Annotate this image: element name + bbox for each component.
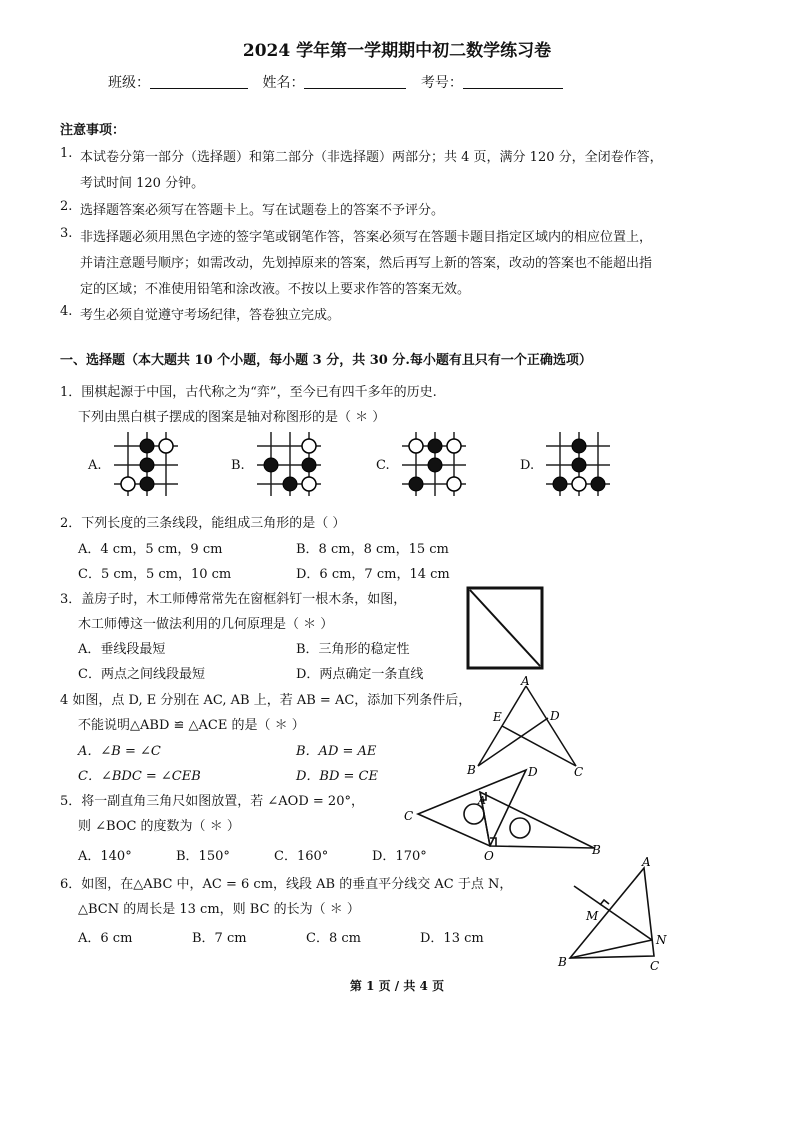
q1-option-b-label[interactable]: B.: [231, 458, 245, 473]
q4-triangle-figure: [466, 674, 586, 779]
q5-line-2: 则 ∠BOC 的度数为（ ＊ ）: [78, 819, 240, 834]
black-stone: [140, 458, 154, 472]
q6-label-a: A: [642, 855, 651, 869]
q6-label-n: N: [656, 933, 667, 947]
class-blank[interactable]: [150, 74, 248, 89]
q3-option-c[interactable]: C．两点之间线段最短: [78, 667, 205, 682]
white-stone: [302, 477, 316, 491]
white-stone: [447, 439, 461, 453]
black-stone: [553, 477, 567, 491]
q6-label-m: M: [586, 909, 599, 923]
black-stone: [572, 458, 586, 472]
page-footer: 第 1 页 / 共 4 页: [349, 979, 445, 993]
q5-option-b[interactable]: B．150°: [176, 849, 230, 864]
note-1-line-1: 本试卷分第一部分（选择题）和第二部分（非选择题）两部分；共 4 页，满分 120 分，全闭卷作答，: [80, 150, 663, 165]
note-3-line-2: 并请注意题号顺序；如需改动，先划掉原来的答案，然后再写上新的答案，改动的答案也不能超出指: [80, 256, 653, 271]
q2-option-d[interactable]: D．6 cm，7 cm，14 cm: [296, 567, 450, 582]
q2-option-b[interactable]: B．8 cm，8 cm，15 cm: [296, 542, 449, 557]
q4-label-b: B: [467, 763, 476, 777]
q1-option-c-label[interactable]: C.: [376, 458, 390, 473]
student-info-line: [108, 72, 563, 92]
q2-option-a[interactable]: A．4 cm，5 cm，9 cm: [78, 542, 223, 557]
window-frame-figure: [466, 586, 546, 672]
q2-option-c[interactable]: C．5 cm，5 cm，10 cm: [78, 567, 232, 582]
black-stone: [302, 458, 316, 472]
white-stone: [447, 477, 461, 491]
q1-option-d-label[interactable]: D.: [520, 458, 535, 473]
black-stone: [140, 439, 154, 453]
black-stone: [428, 439, 442, 453]
q6-option-d[interactable]: D．13 cm: [420, 931, 484, 946]
notes-heading: 注意事项：: [60, 123, 126, 138]
black-stone: [591, 477, 605, 491]
q5-label-a: A: [478, 794, 486, 807]
name-label: 姓名：: [262, 75, 305, 91]
q5-option-c[interactable]: C．160°: [274, 849, 329, 864]
q3-option-b[interactable]: B．三角形的稳定性: [296, 642, 410, 657]
white-stone: [409, 439, 423, 453]
q1-option-a-label[interactable]: A.: [88, 458, 102, 473]
q1-line-1: 1．围棋起源于中国，古代称之为“弈”，至今已有四千多年的历史.: [60, 385, 437, 400]
q4-line-2: 不能说明△ABD ≌ △ACE 的是（ ＊ ）: [78, 718, 305, 733]
q3-option-d[interactable]: D．两点确定一条直线: [296, 667, 424, 682]
note-4-number: 4.: [60, 304, 73, 319]
q4-option-b[interactable]: B．AD = AE: [296, 744, 377, 759]
q3-line-1: 3．盖房子时，木工师傅常常先在窗框斜钉一根木条，如图，: [60, 592, 407, 607]
white-stone: [302, 439, 316, 453]
q4-label-e: E: [493, 710, 502, 724]
section-1-heading: 一、选择题（本大题共 10 个小题，每小题 3 分，共 30 分.每小题有且只有一个正确选项）: [60, 353, 592, 368]
q6-label-b: B: [558, 955, 567, 969]
white-stone: [572, 477, 586, 491]
note-3-number: 3.: [60, 226, 73, 241]
go-board-b-figure: [253, 428, 325, 500]
q6-triangle-figure: [556, 855, 667, 973]
q4-label-d: D: [550, 709, 560, 723]
q5-label-d: D: [528, 765, 538, 779]
q5-option-a[interactable]: A．140°: [78, 849, 132, 864]
q6-option-c[interactable]: C．8 cm: [306, 931, 361, 946]
q6-option-b[interactable]: B．7 cm: [192, 931, 247, 946]
note-1-number: 1.: [60, 146, 73, 161]
q4-option-a[interactable]: A．∠B = ∠C: [78, 744, 161, 759]
q6-label-c: C: [650, 959, 660, 973]
q5-label-b: B: [592, 843, 601, 857]
q5-label-o: O: [484, 849, 494, 863]
note-3-line-1: 非选择题必须用黑色字迹的签字笔或钢笔作答，答案必须写在答题卡题目指定区域内的相应位置上，: [80, 230, 653, 245]
q6-line-1: 6．如图，在△ABC 中，AC = 6 cm，线段 AB 的垂直平分线交 AC 于点 N，: [60, 877, 513, 892]
q4-option-d[interactable]: D．BD = CE: [296, 769, 378, 784]
q3-line-2: 木工师傅这一做法利用的几何原理是（ ＊ ）: [78, 617, 334, 632]
exam-no-blank[interactable]: [463, 74, 563, 89]
go-board-d-figure: [542, 428, 614, 500]
white-stone: [159, 439, 173, 453]
q6-option-a[interactable]: A．6 cm: [78, 931, 133, 946]
go-board-a-figure: [110, 428, 182, 500]
black-stone: [572, 439, 586, 453]
black-stone: [409, 477, 423, 491]
exam-no-label: 考号：: [420, 75, 463, 91]
note-3-line-3: 定的区域；不准使用铅笔和涂改液。不按以上要求作答的答案无效。: [80, 282, 471, 297]
note-2-line-1: 选择题答案必须写在答题卡上。写在试题卷上的答案不予评分。: [80, 203, 445, 218]
q1-line-2: 下列由黑白棋子摆成的图案是轴对称图形的是（ ＊ ）: [78, 410, 386, 425]
black-stone: [264, 458, 278, 472]
q3-option-a[interactable]: A．垂线段最短: [78, 642, 166, 657]
q5-label-c: C: [404, 809, 414, 823]
black-stone: [283, 477, 297, 491]
q2-stem: 2．下列长度的三条线段，能组成三角形的是（ ）: [60, 516, 346, 531]
black-stone: [428, 458, 442, 472]
note-1-line-2: 考试时间 120 分钟。: [80, 176, 205, 191]
black-stone: [140, 477, 154, 491]
q5-set-squares-figure: [404, 765, 604, 863]
name-blank[interactable]: [304, 74, 406, 89]
note-4-line-1: 考生必须自觉遵守考场纪律，答卷独立完成。: [80, 308, 341, 323]
page-title: 2024 学年第一学期期中初二数学练习卷: [242, 41, 552, 61]
q6-line-2: △BCN 的周长是 13 cm，则 BC 的长为（ ＊ ）: [78, 902, 360, 917]
go-board-c-figure: [398, 428, 470, 500]
q5-line-1: 5．将一副直角三角尺如图放置，若 ∠AOD = 20°，: [60, 794, 364, 809]
q4-line-1: 4 如图，点 D, E 分别在 AC, AB 上，若 AB = AC，添加下列条件后，: [60, 693, 472, 708]
q5-option-d[interactable]: D．170°: [372, 849, 427, 864]
white-stone: [121, 477, 135, 491]
q4-option-c[interactable]: C．∠BDC = ∠CEB: [78, 769, 201, 784]
note-2-number: 2.: [60, 199, 73, 214]
class-label: 班级：: [108, 75, 150, 91]
q4-label-a: A: [521, 674, 530, 688]
q4-label-c: C: [574, 765, 584, 779]
